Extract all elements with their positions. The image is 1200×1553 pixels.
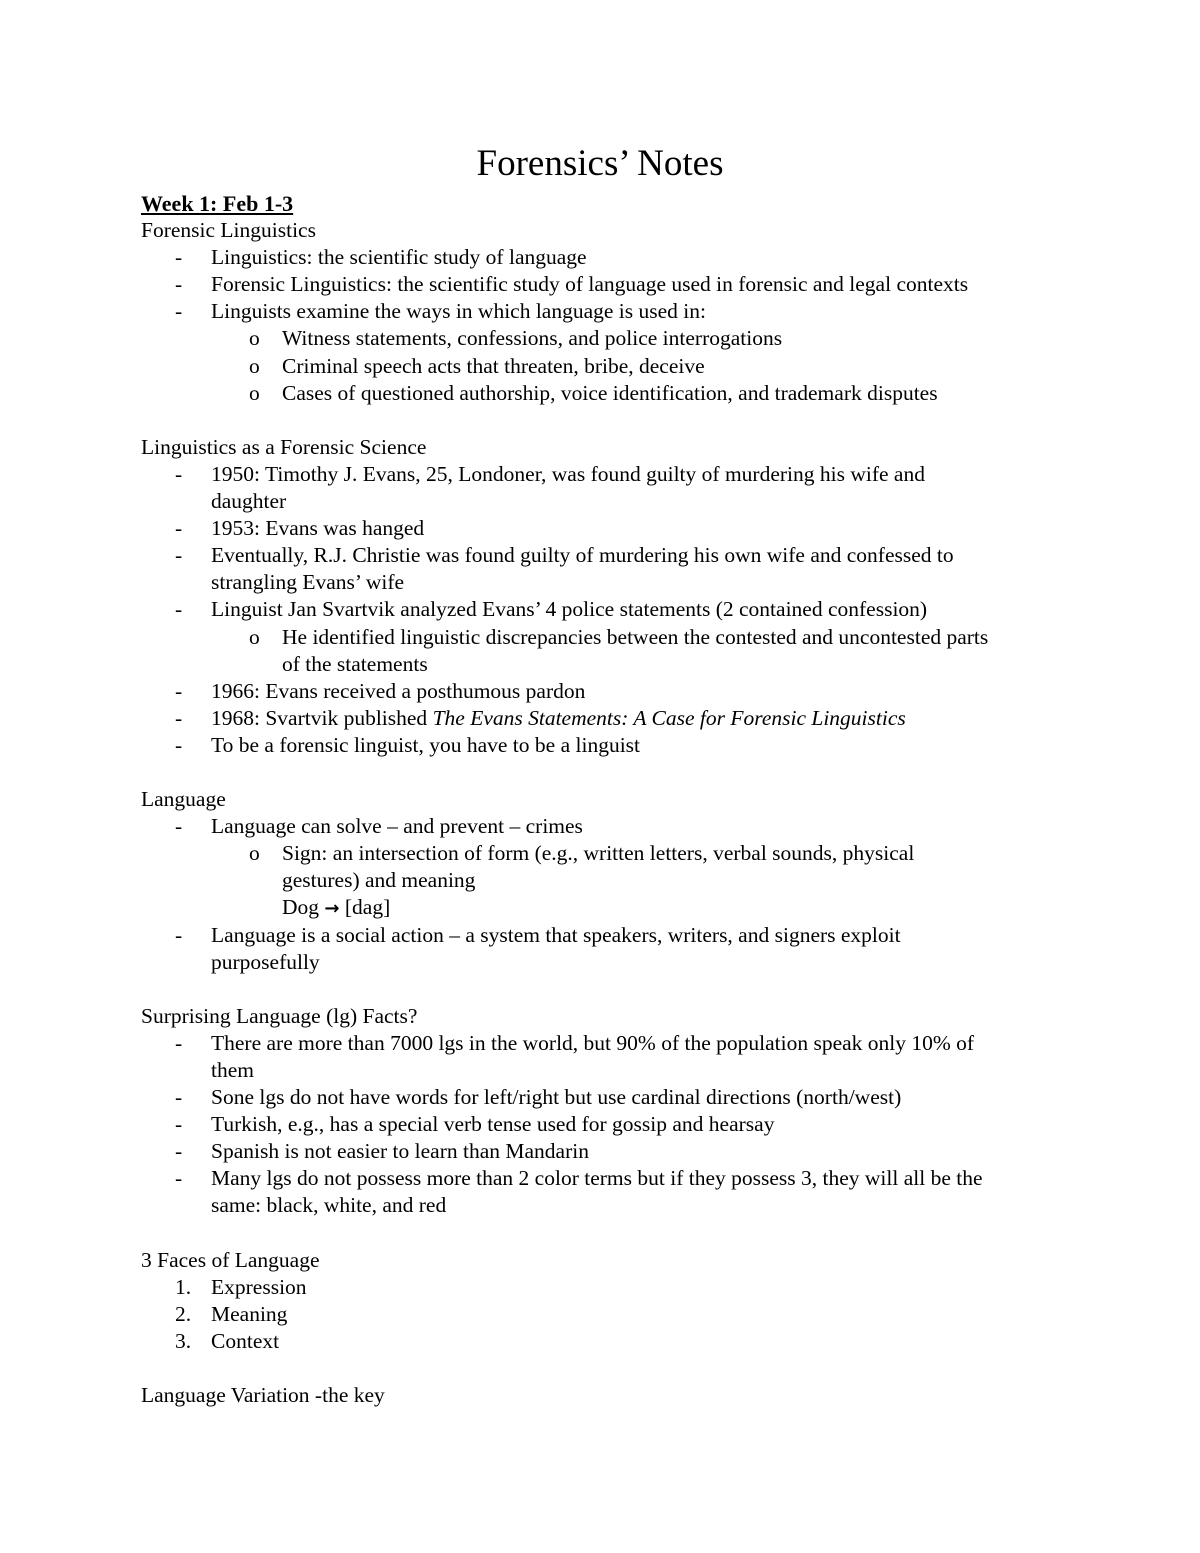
dash-bullet: - xyxy=(175,461,183,486)
numbered-item: 3. Context xyxy=(141,1328,1081,1355)
dash-bullet: - xyxy=(175,1112,183,1137)
sub-list-item-continuation: gestures) and meaning xyxy=(282,868,476,893)
dash-bullet: - xyxy=(175,543,183,568)
item-number: 3. xyxy=(175,1328,192,1353)
right-arrow-icon: → xyxy=(324,898,340,920)
section-heading: Language Variation -the key xyxy=(141,1383,385,1408)
circle-bullet: o xyxy=(249,326,260,351)
spacer xyxy=(141,1355,1081,1382)
list-item: - Eventually, R.J. Christie was found guilty of murdering his own wife and confessed to xyxy=(141,542,1081,569)
week-heading: Week 1: Feb 1-3 xyxy=(141,191,294,216)
list-item: - Many lgs do not possess more than 2 color terms but if they possess 3, they will all be the xyxy=(141,1165,1081,1192)
circle-bullet: o xyxy=(249,380,260,405)
sub-list-item: o Witness statements, confessions, and police interrogations xyxy=(141,325,1081,352)
section-heading: Surprising Language (lg) Facts? xyxy=(141,1003,418,1028)
list-item: - Linguist Jan Svartvik analyzed Evans’ 4 police statements (2 contained confession) xyxy=(141,596,1081,623)
dash-bullet: - xyxy=(175,1139,183,1164)
sub-list-item-continuation: Dog → [dag] xyxy=(282,895,391,920)
section-heading: Language xyxy=(141,787,226,812)
dash-bullet: - xyxy=(175,1166,183,1191)
list-item: - Sone lgs do not have words for left/right but use cardinal directions (north/west) xyxy=(141,1084,1081,1111)
dash-bullet: - xyxy=(175,299,183,324)
list-item: - 1966: Evans received a posthumous pardon xyxy=(141,678,1081,705)
circle-bullet: o xyxy=(249,841,260,866)
section-heading: 3 Faces of Language xyxy=(141,1247,320,1272)
list-item: - Spanish is not easier to learn than Mandarin xyxy=(141,1138,1081,1165)
list-item-continuation: same: black, white, and red xyxy=(211,1193,447,1218)
list-item-continuation: strangling Evans’ wife xyxy=(211,570,405,595)
list-item: - Language is a social action – a system that speakers, writers, and signers exploit xyxy=(141,922,1081,949)
numbered-item: 2. Meaning xyxy=(141,1301,1081,1328)
item-number: 2. xyxy=(175,1301,192,1326)
list-item: - Forensic Linguistics: the scientific study of language used in forensic and legal contexts xyxy=(141,271,1081,298)
dash-bullet: - xyxy=(175,597,183,622)
dash-bullet: - xyxy=(175,814,183,839)
dash-bullet: - xyxy=(175,272,183,297)
spacer xyxy=(141,976,1081,1003)
dash-bullet: - xyxy=(175,1030,183,1055)
dash-bullet: - xyxy=(175,732,183,757)
week-heading-line xyxy=(141,190,1081,217)
spacer xyxy=(141,1220,1081,1247)
sub-list-item: o Cases of questioned authorship, voice identification, and trademark disputes xyxy=(141,380,1081,407)
sub-list-item-continuation: of the statements xyxy=(282,651,428,676)
list-item: - 1953: Evans was hanged xyxy=(141,515,1081,542)
sub-list-item: o Sign: an intersection of form (e.g., written letters, verbal sounds, physical xyxy=(141,840,1081,867)
sub-list-item: o Criminal speech acts that threaten, bribe, deceive xyxy=(141,353,1081,380)
circle-bullet: o xyxy=(249,624,260,649)
dash-bullet: - xyxy=(175,516,183,541)
spacer xyxy=(141,407,1081,434)
circle-bullet: o xyxy=(249,353,260,378)
spacer xyxy=(141,759,1081,786)
list-item: - There are more than 7000 lgs in the world, but 90% of the population speak only 10% of xyxy=(141,1030,1081,1057)
page-title: Forensics’ Notes xyxy=(476,143,724,184)
list-item: - Linguistics: the scientific study of language xyxy=(141,244,1081,271)
list-item: - Turkish, e.g., has a special verb tense used for gossip and hearsay xyxy=(141,1111,1081,1138)
list-item-continuation: purposefully xyxy=(211,949,320,974)
dash-bullet: - xyxy=(175,705,183,730)
list-item: - 1968: Svartvik published The Evans Statements: A Case for Forensic Linguistics xyxy=(141,705,1081,732)
numbered-item: 1. Expression xyxy=(141,1274,1081,1301)
list-item-continuation: daughter xyxy=(211,489,287,514)
book-title: The Evans Statements: A Case for Forensic Linguistics xyxy=(432,705,906,730)
list-item: - To be a forensic linguist, you have to be a linguist xyxy=(141,732,1081,759)
list-item: - Linguists examine the ways in which language is used in: xyxy=(141,298,1081,325)
notes-body xyxy=(141,190,1081,1409)
dash-bullet: - xyxy=(175,245,183,270)
item-number: 1. xyxy=(175,1274,192,1299)
sub-list-item: o He identified linguistic discrepancies between the contested and uncontested parts xyxy=(141,624,1081,651)
section-heading: Linguistics as a Forensic Science xyxy=(141,434,427,459)
list-item: - 1950: Timothy J. Evans, 25, Londoner, was found guilty of murdering his wife and xyxy=(141,461,1081,488)
dash-bullet: - xyxy=(175,1085,183,1110)
section-heading: Forensic Linguistics xyxy=(141,218,316,243)
list-item-continuation: them xyxy=(211,1058,254,1082)
list-item: - Language can solve – and prevent – crimes xyxy=(141,813,1081,840)
dash-bullet: - xyxy=(175,678,183,703)
dash-bullet: - xyxy=(175,922,183,947)
